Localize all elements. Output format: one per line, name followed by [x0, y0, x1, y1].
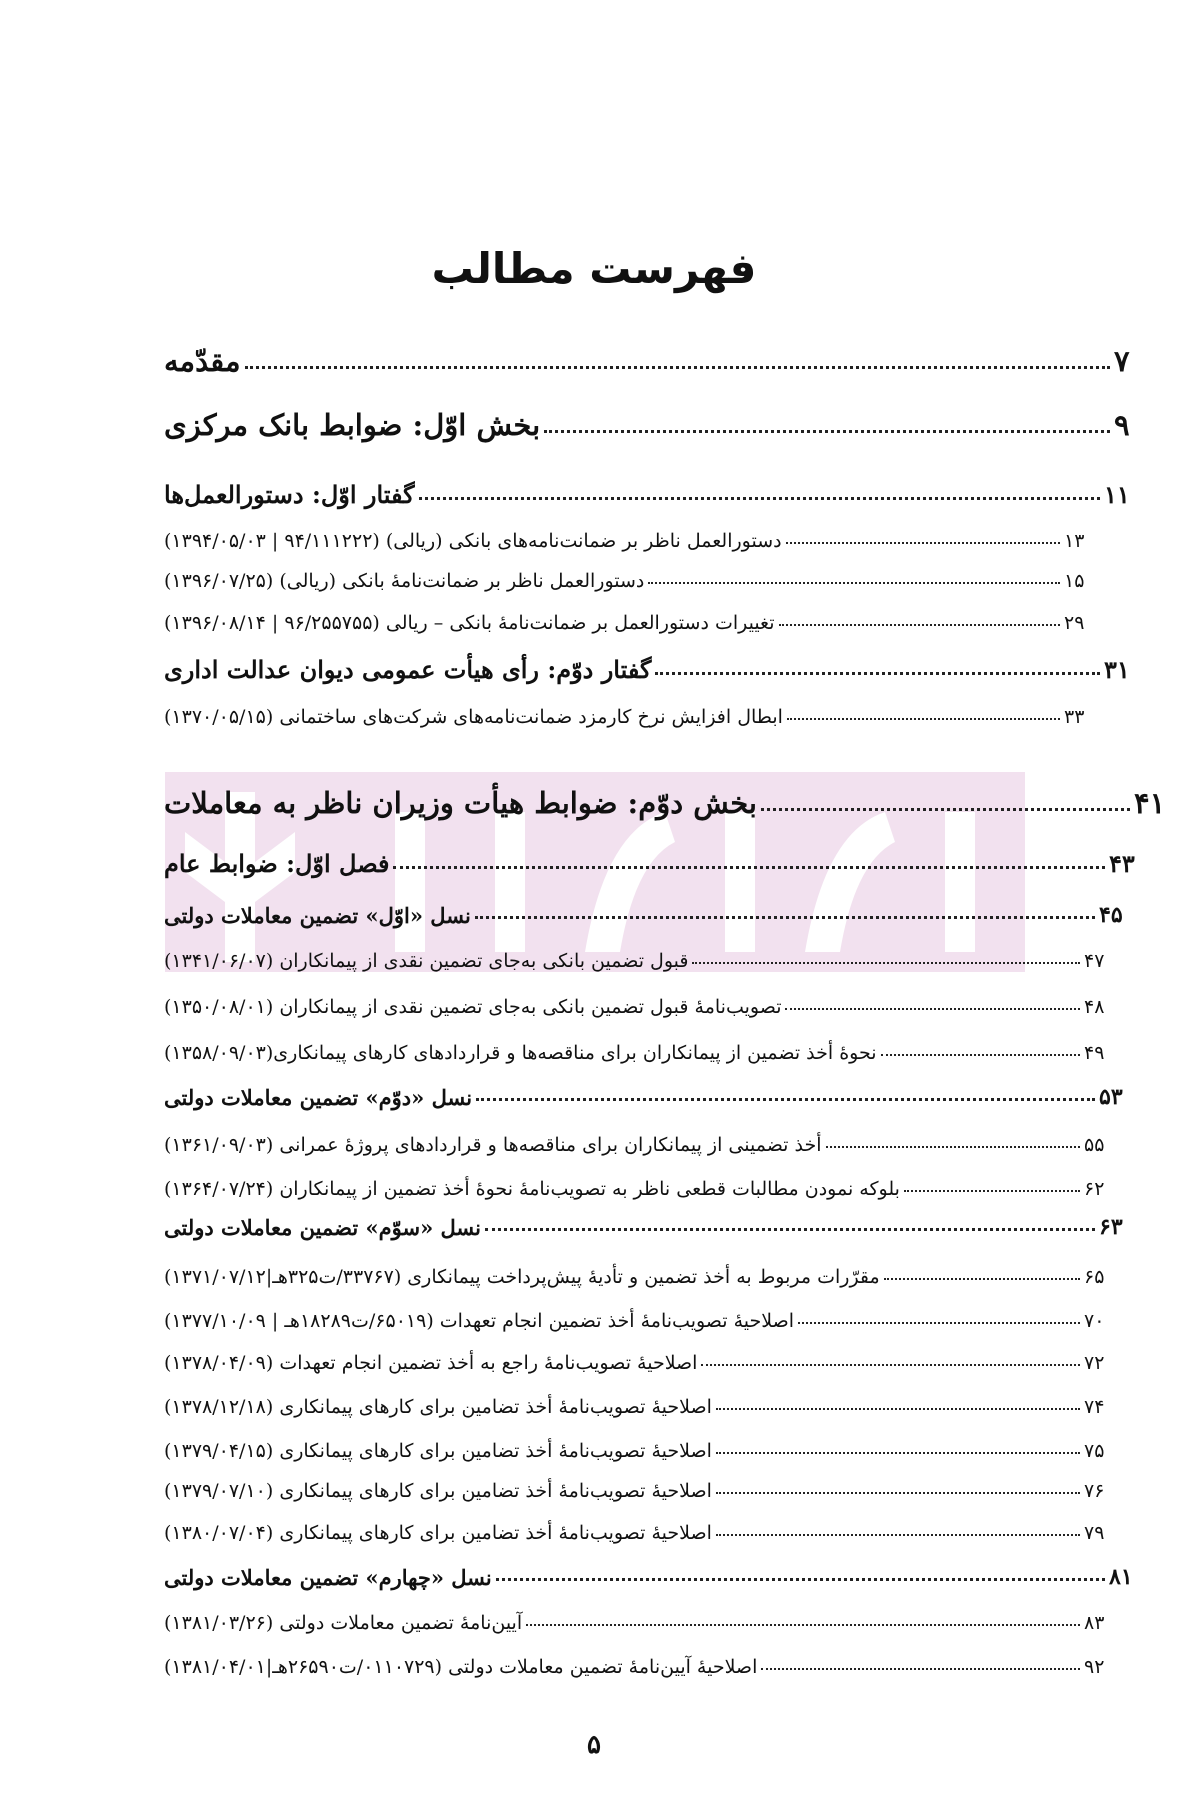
toc-entry-item[interactable]: [160, 1020, 1120, 1064]
dot-leader: [648, 582, 1060, 584]
dot-leader: [786, 542, 1060, 544]
dot-leader: [798, 1322, 1080, 1324]
toc-entry-label: نحوۀ أخذ تضمین از پیمانکاران برای مناقصه‌ها و قراردادهای کارهای پیمانکاری(۱۳۵۸/۰۹/۰۳): [164, 1042, 877, 1064]
toc-page-number: ۵۵: [1084, 1134, 1105, 1156]
dot-leader: [785, 1008, 1080, 1010]
toc-entry-item[interactable]: [160, 1244, 1120, 1288]
toc-entry-introduction[interactable]: [160, 334, 1150, 378]
footer-page-number: ۵: [587, 1730, 601, 1760]
toc-entry-label: گفتار اوّل: دستورالعمل‌ها: [164, 480, 415, 509]
toc-entry-item[interactable]: [160, 1634, 1120, 1678]
dot-leader: [701, 1364, 1080, 1366]
dot-leader: [716, 1492, 1080, 1494]
toc-entry-label: قبول تضمین بانکی به‌جای تضمین نقدی از پیمانکاران (۱۳۴۱/۰۶/۰۷): [164, 950, 689, 972]
toc-page-number: ۵۳: [1099, 1084, 1123, 1110]
toc-page-number: ۲۹: [1064, 612, 1085, 634]
toc-entry-item[interactable]: [160, 1418, 1120, 1462]
toc-entry-label: اصلاحیۀ تصویب‌نامۀ أخذ تضامین برای کارهای پیمانکاری (۱۳۷۹/۰۴/۱۵): [164, 1440, 712, 1462]
toc-page-number: ۴۸: [1084, 996, 1105, 1018]
toc-entry-chapter[interactable]: [160, 465, 1140, 509]
toc-entry-label: أخذ تضمینی از پیمانکاران برای مناقصه‌ها و قراردادهای پروژۀ عمرانی (۱۳۶۱/۰۹/۰۳): [164, 1134, 822, 1156]
dot-leader: [419, 497, 1100, 500]
toc-entry-part-2[interactable]: [160, 776, 1170, 820]
toc-entry-label: اصلاحیۀ تصویب‌نامۀ راجع به أخذ تضمین انجام تعهدات (۱۳۷۸/۰۴/۰۹): [164, 1352, 698, 1374]
toc-entry-item[interactable]: [160, 590, 1100, 634]
toc-entry-part-1[interactable]: [160, 398, 1150, 442]
toc-entry-label: آیین‌نامۀ تضمین معاملات دولتی (۱۳۸۱/۰۳/۲۶): [164, 1612, 523, 1634]
dot-leader: [393, 866, 1105, 869]
toc-entry-label: اصلاحیۀ تصویب‌نامۀ أخذ تضامین برای کارهای پیمانکاری (۱۳۸۰/۰۷/۰۴): [164, 1522, 712, 1544]
dot-leader: [761, 1668, 1080, 1670]
toc-entry-label: مقرّرات مربوط به أخذ تضمین و تأدیۀ پیش‌پرداخت پیمانکاری (۳۳۷۶۷/ت۳۲۵هـ|۱۳۷۱/۰۷/۱۲): [164, 1266, 880, 1288]
dot-leader: [716, 1452, 1080, 1454]
toc-entry-item[interactable]: [160, 1590, 1120, 1634]
toc-page-number: ۸۳: [1084, 1612, 1105, 1634]
toc-entry-label: نسل «اوّل» تضمین معاملات دولتی: [164, 903, 471, 928]
toc-entry-item[interactable]: [160, 928, 1120, 972]
toc-page-number: ۴۹: [1084, 1042, 1105, 1064]
toc-entry-item[interactable]: [160, 1458, 1120, 1502]
toc-entry-label: بخش اوّل: ضوابط بانک مرکزی: [164, 408, 541, 442]
toc-page-number: ۷۹: [1084, 1522, 1105, 1544]
dot-leader: [655, 672, 1100, 675]
dot-leader: [881, 1054, 1080, 1056]
toc-page-number: ۶۵: [1084, 1266, 1105, 1288]
toc-entry-label: فصل اوّل: ضوابط عام: [164, 849, 390, 878]
toc-page-number: ۶۲: [1084, 1178, 1105, 1200]
toc-entry-label: تغییرات دستورالعمل بر ضمانت‌نامۀ بانکی – ریالی (۹۶/۲۵۵۷۵۵ | ۱۳۹۶/۰۸/۱۴): [164, 612, 775, 634]
toc-entry-item[interactable]: [160, 1288, 1120, 1332]
dot-leader: [884, 1278, 1080, 1280]
toc-entry-generation[interactable]: [160, 1066, 1135, 1110]
toc-entry-label: مقدّمه: [164, 344, 241, 378]
page-title: فهرست مطالب: [431, 244, 757, 293]
toc-page-number: ۴۵: [1099, 902, 1123, 928]
toc-entry-label: تصویب‌نامۀ قبول تضمین بانکی به‌جای تضمین نقدی از پیمانکاران (۱۳۵۰/۰۸/۰۱): [164, 996, 782, 1018]
toc-entry-item[interactable]: [160, 1374, 1120, 1418]
dot-leader: [904, 1190, 1080, 1192]
toc-entry-item[interactable]: [160, 684, 1100, 728]
toc-entry-label: بخش دوّم: ضوابط هیأت وزیران ناظر به معاملات: [164, 786, 757, 820]
toc-entry-generation[interactable]: [160, 884, 1135, 928]
toc-entry-label: نسل «چهارم» تضمین معاملات دولتی: [164, 1565, 492, 1590]
dot-leader: [779, 624, 1060, 626]
toc-entry-label: دستورالعمل ناظر بر ضمانت‌نامۀ بانکی (ریالی) (۱۳۹۶/۰۷/۲۵): [164, 570, 645, 592]
toc-entry-label: بلوکه نمودن مطالبات قطعی ناظر به تصویب‌نامۀ نحوۀ أخذ تضمین از پیمانکاران (۱۳۶۴/۰۷/۲۴): [164, 1178, 900, 1200]
dot-leader: [692, 962, 1080, 964]
toc-page-number: ۴۳: [1109, 849, 1135, 878]
toc-page-number: ۹۲: [1084, 1656, 1105, 1678]
toc-page-number: ۷: [1114, 344, 1130, 378]
toc-page-number: ۴۷: [1084, 950, 1105, 972]
dot-leader: [787, 718, 1060, 720]
toc-entry-generation[interactable]: [160, 1196, 1135, 1240]
dot-leader: [245, 366, 1110, 369]
dot-leader: [526, 1624, 1080, 1626]
toc-page-number: ۷۴: [1084, 1396, 1105, 1418]
toc-entry-item[interactable]: [160, 1500, 1120, 1544]
toc-entry-item[interactable]: [160, 548, 1100, 592]
toc-page-number: ۸۱: [1109, 1564, 1133, 1590]
toc-entry-item[interactable]: [160, 508, 1100, 552]
toc-entry-item[interactable]: [160, 1112, 1120, 1156]
toc-entry-label: نسل «دوّم» تضمین معاملات دولتی: [164, 1085, 473, 1110]
toc-page-number: ۳۳: [1064, 706, 1085, 728]
toc-entry-label: گفتار دوّم: رأی هیأت عمومی دیوان عدالت اداری: [164, 655, 652, 684]
toc-page-number: ۳۱: [1104, 655, 1130, 684]
toc-page-number: ۱۳: [1064, 530, 1085, 552]
dot-leader: [761, 808, 1130, 811]
toc-entry-item[interactable]: [160, 974, 1120, 1018]
toc-page-number: ۷۵: [1084, 1440, 1105, 1462]
toc-entry-label: اصلاحیۀ تصویب‌نامۀ أخذ تضمین انجام تعهدات (۶۵۰۱۹/ت۱۸۲۸۹هـ | ۱۳۷۷/۱۰/۰۹): [164, 1310, 795, 1332]
toc-entry-label: ابطال افزایش نرخ کارمزد ضمانت‌نامه‌های شرکت‌های ساختمانی (۱۳۷۰/۰۵/۱۵): [164, 706, 783, 728]
dot-leader: [475, 916, 1095, 919]
toc-entry-section[interactable]: [160, 834, 1145, 878]
toc-entry-label: اصلاحیۀ تصویب‌نامۀ أخذ تضامین برای کارهای پیمانکاری (۱۳۷۸/۱۲/۱۸): [164, 1396, 712, 1418]
dot-leader: [716, 1534, 1080, 1536]
toc-entry-item[interactable]: [160, 1156, 1120, 1200]
toc-page-number: ۷۰: [1084, 1310, 1105, 1332]
toc-entry-item[interactable]: [160, 1330, 1120, 1374]
toc-entry-label: اصلاحیۀ آیین‌نامۀ تضمین معاملات دولتی (۰۱۱۰۷۲۹/ت۲۶۵۹۰هـ|۱۳۸۱/۰۴/۰۱): [164, 1656, 758, 1678]
dot-leader: [826, 1146, 1081, 1148]
toc-page-number: ۶۳: [1099, 1214, 1123, 1240]
dot-leader: [485, 1228, 1095, 1231]
dot-leader: [544, 430, 1110, 433]
toc-page-number: ۱۱: [1104, 480, 1130, 509]
toc-page-number: ۹: [1114, 408, 1130, 442]
toc-entry-label: اصلاحیۀ تصویب‌نامۀ أخذ تضامین برای کارهای پیمانکاری (۱۳۷۹/۰۷/۱۰): [164, 1480, 712, 1502]
toc-entry-chapter[interactable]: [160, 640, 1140, 684]
toc-entry-generation[interactable]: [160, 1546, 1145, 1590]
toc-page-number: ۱۵: [1064, 570, 1085, 592]
dot-leader: [476, 1098, 1095, 1101]
toc-page-number: ۷۲: [1084, 1352, 1105, 1374]
toc-page-number: ۷۶: [1084, 1480, 1105, 1502]
toc-entry-label: نسل «سوّم» تضمین معاملات دولتی: [164, 1215, 481, 1240]
dot-leader: [496, 1578, 1105, 1581]
toc-entry-label: دستورالعمل ناظر بر ضمانت‌نامه‌های بانکی (ریالی) (۹۴/۱۱۱۲۲۲ | ۱۳۹۴/۰۵/۰۳): [164, 530, 782, 552]
toc-page-number: ۴۱: [1134, 786, 1166, 820]
dot-leader: [716, 1408, 1080, 1410]
